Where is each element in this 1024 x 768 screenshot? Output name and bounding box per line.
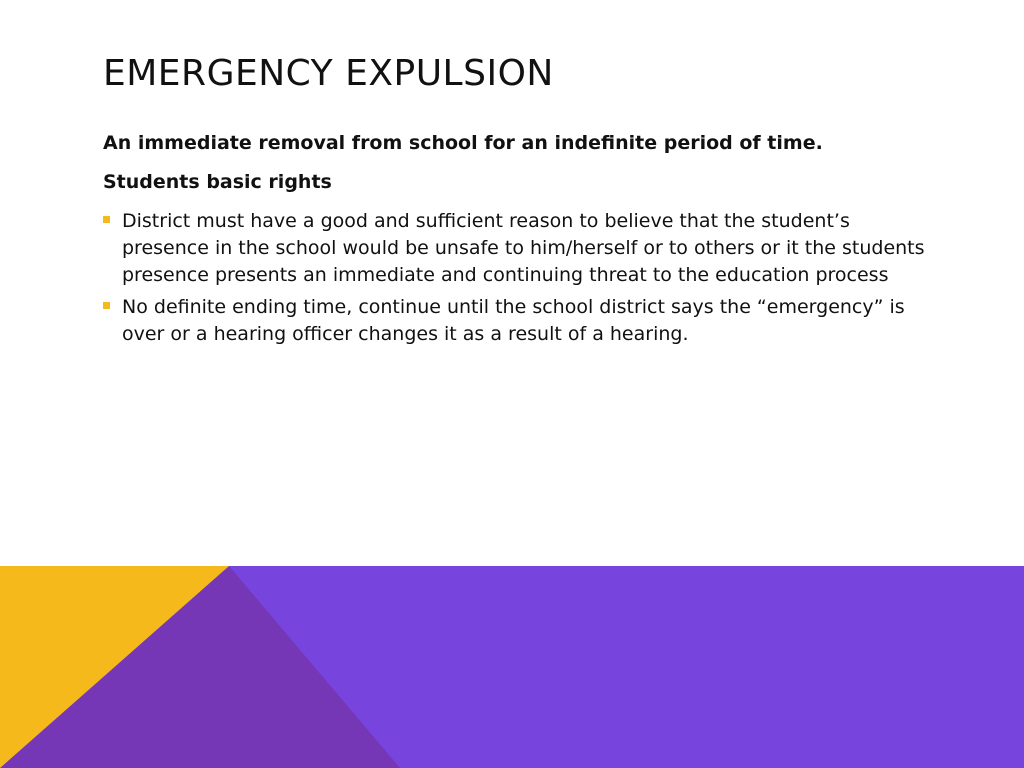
square-bullet-icon (103, 302, 110, 309)
slide-title: EMERGENCY EXPULSION (103, 53, 554, 94)
definition-text: An immediate removal from school for an indefinite period of time. (103, 132, 823, 154)
list-item (103, 208, 933, 289)
rights-heading: Students basic rights (103, 171, 332, 193)
list-item-text: No definite ending time, continue until the school district says the “emergency” is over or a hearing officer changes it as a result of a hearing. (122, 296, 905, 345)
rights-list (103, 208, 933, 348)
slide-content (103, 130, 933, 353)
square-bullet-icon (103, 216, 110, 223)
list-item-text: District must have a good and sufficient reason to believe that the student’s presence in the school would be unsafe to him/herself or to others or it the students presence presents an immediate and continuing threat to the education process (122, 210, 925, 286)
decorative-banner (0, 566, 1024, 768)
list-item (103, 294, 933, 348)
